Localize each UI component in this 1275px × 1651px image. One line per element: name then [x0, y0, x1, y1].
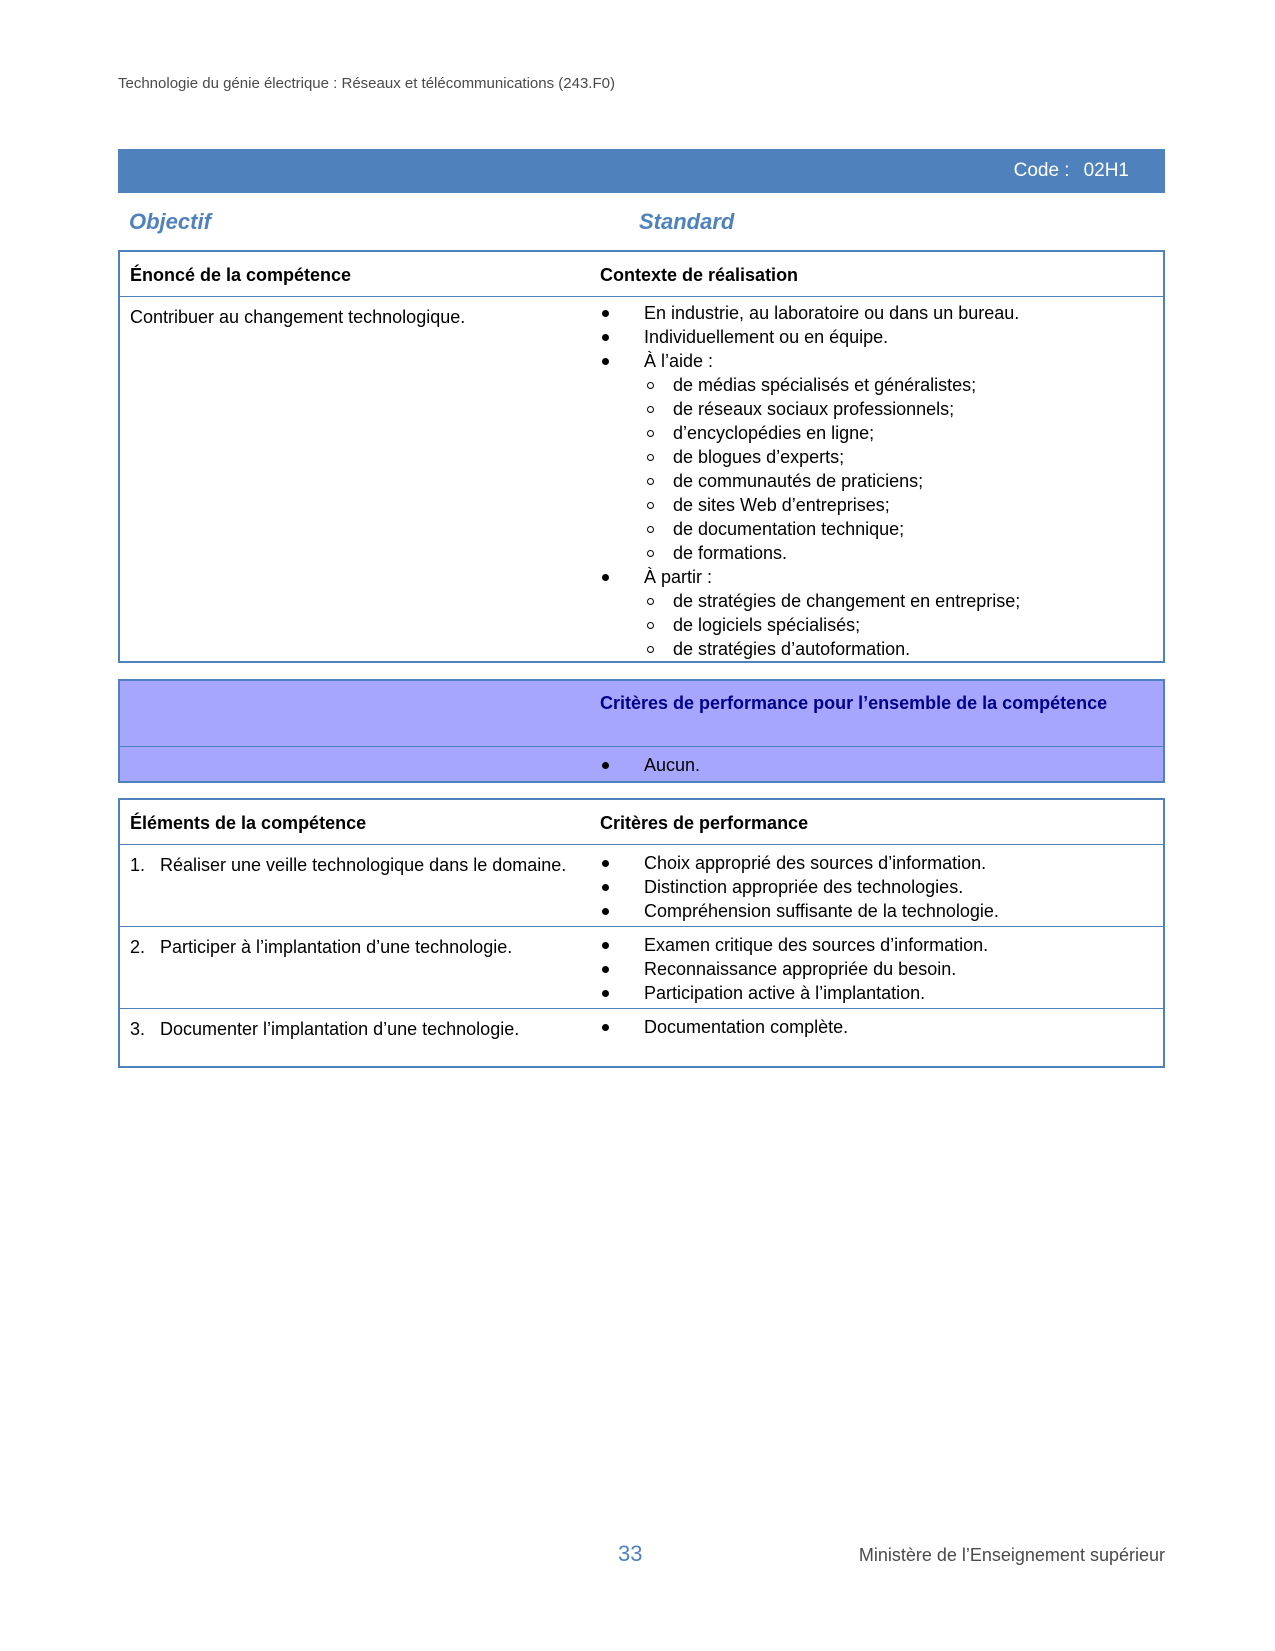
objectif-standard-row: [129, 209, 1159, 239]
competence-table-body: [120, 297, 1163, 662]
sub-list-item: de stratégies d’autoformation.: [600, 637, 1153, 661]
criteres-list-wrap: [600, 851, 1153, 923]
enonce-text: Contribuer au changement technologique.: [130, 307, 466, 327]
criteres-header: Critères de performance: [600, 813, 809, 833]
sub-list-item: de formations.: [600, 541, 1153, 565]
sub-list-item: de blogues d’experts;: [600, 445, 1153, 469]
criteria-ensemble-table: [118, 679, 1165, 783]
sub-list-item: de médias spécialisés et généralistes;: [600, 373, 1153, 397]
table-row: [120, 845, 1163, 927]
code-value: 02H1: [1083, 160, 1129, 181]
objectif-label: Objectif: [129, 209, 211, 234]
code-label: Code :: [1013, 160, 1070, 181]
criteres-list: [600, 851, 1153, 923]
list-item: Documentation complète.: [600, 1015, 1153, 1039]
sub-list-item: de sites Web d’entreprises;: [600, 493, 1153, 517]
code-bar: [118, 149, 1165, 193]
list-item: À partir :: [600, 565, 1153, 589]
element-number: 3.: [130, 1019, 146, 1039]
element-item: [130, 853, 570, 877]
footer-ministere: Ministère de l’Enseignement supérieur: [858, 1545, 1165, 1565]
sub-list-item: de communautés de praticiens;: [600, 469, 1153, 493]
competence-table: [118, 250, 1165, 663]
contexte-list-wrap: [600, 301, 1153, 661]
elements-table-header: [120, 800, 1163, 845]
contexte-header: Contexte de réalisation: [600, 265, 799, 285]
sub-list-item: de documentation technique;: [600, 517, 1153, 541]
running-header: Technologie du génie électrique : Réseaux et télécommunications (243.F0): [118, 75, 615, 92]
sub-list-item: de logiciels spécialisés;: [600, 613, 1153, 637]
sub-list-item: d’encyclopédies en ligne;: [600, 421, 1153, 445]
criteria-ensemble-header: [120, 681, 1163, 747]
element-text: Documenter l’implantation d’une technologie.: [160, 1019, 520, 1039]
contexte-sublist-partir: [600, 589, 1153, 661]
sub-list-item: de stratégies de changement en entreprise;: [600, 589, 1153, 613]
criteres-list: [600, 1015, 1153, 1039]
element-item: [130, 1017, 520, 1041]
criteria-ensemble-list: [600, 753, 1153, 777]
list-item: Reconnaissance appropriée du besoin.: [600, 957, 1153, 981]
contexte-sublist-aide: [600, 373, 1153, 565]
criteria-ensemble-title: Critères de performance pour l’ensemble de la compétence: [600, 693, 1108, 713]
criteres-list-wrap: [600, 933, 1153, 1005]
list-item: Participation active à l’implantation.: [600, 981, 1153, 1005]
table-row: [120, 1009, 1163, 1069]
page-number: 33: [618, 1541, 643, 1566]
criteres-list-wrap: [600, 1015, 1153, 1039]
contexte-list-2: [600, 565, 1153, 589]
elements-table: [118, 798, 1165, 1068]
elements-header: Éléments de la compétence: [130, 813, 367, 833]
table-row: [120, 927, 1163, 1009]
element-item: [130, 935, 520, 959]
enonce-header: Énoncé de la compétence: [130, 265, 352, 285]
list-item: Aucun.: [600, 753, 1153, 777]
criteria-ensemble-list-wrap: [600, 753, 1153, 777]
sub-list-item: de réseaux sociaux professionnels;: [600, 397, 1153, 421]
criteres-list: [600, 933, 1153, 1005]
list-item: Distinction appropriée des technologies.: [600, 875, 1153, 899]
list-item: Compréhension suffisante de la technologie.: [600, 899, 1153, 923]
contexte-list: [600, 301, 1153, 373]
element-number: 2.: [130, 937, 146, 957]
list-item: En industrie, au laboratoire ou dans un bureau.: [600, 301, 1153, 325]
element-text: Participer à l’implantation d’une technologie.: [160, 937, 513, 957]
list-item: Examen critique des sources d’information.: [600, 933, 1153, 957]
list-item: Choix approprié des sources d’information.: [600, 851, 1153, 875]
element-text: Réaliser une veille technologique dans le domaine.: [160, 855, 567, 875]
standard-label: Standard: [639, 209, 735, 234]
competence-table-header: [120, 252, 1163, 297]
code-text: [1014, 160, 1129, 182]
element-number: 1.: [130, 855, 146, 875]
criteria-ensemble-body: [120, 747, 1163, 782]
list-item: Individuellement ou en équipe.: [600, 325, 1153, 349]
list-item: À l’aide :: [600, 349, 1153, 373]
